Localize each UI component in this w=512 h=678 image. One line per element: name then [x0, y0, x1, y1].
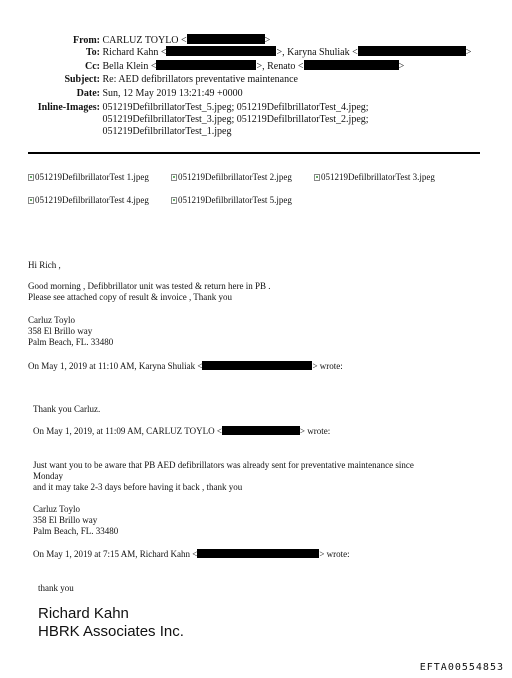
body-line: and it may take 2-3 days before having it back , thank you: [33, 482, 243, 492]
image-filename: 051219DefilbrillatorTest 1.jpeg: [35, 172, 149, 182]
quote-header-text: On May 1, 2019 at 7:15 AM, Richard Kahn <: [33, 549, 198, 559]
document-id: EFTA00554853: [419, 662, 504, 673]
quote-header: [33, 426, 330, 437]
greeting: Hi Rich ,: [28, 260, 61, 270]
redaction-bar: [156, 60, 256, 70]
body-line: Thank you Carluz.: [33, 404, 101, 414]
redaction-bar: [166, 46, 276, 56]
inline-images-row: [28, 102, 369, 138]
signature-name: Carluz Toylo: [33, 504, 80, 514]
inline-images-list: [103, 102, 369, 138]
from-label: From:: [72, 35, 100, 46]
inline-images-label: Inline-Images:: [37, 102, 100, 113]
broken-image-icon: [314, 174, 320, 181]
image-filename: 051219DefilbrillatorTest 3.jpeg: [321, 172, 435, 182]
redaction-bar: [304, 60, 399, 70]
to-value-1: Richard Kahn <: [102, 47, 167, 58]
broken-image-icon: [28, 197, 34, 204]
inline-images-line: 051219DefilbrillatorTest_3.jpeg; 051219DefilbrillatorTest_2.jpeg;: [102, 114, 369, 125]
subject-value: Re: AED defibrillators preventative maintenance: [102, 74, 298, 85]
image-filename: 051219DefilbrillatorTest 5.jpeg: [178, 195, 292, 205]
image-filename: 051219DefilbrillatorTest 4.jpeg: [35, 195, 149, 205]
signature-address: 358 El Brillo way: [28, 326, 93, 336]
inline-image-5[interactable]: [171, 195, 292, 205]
quote-header-end: > wrote:: [299, 426, 331, 436]
subject-row: [28, 74, 298, 86]
to-value-2: >, Karyna Shuliak <: [276, 47, 358, 58]
cc-value-1: Bella Klein <: [102, 61, 157, 72]
signature-address: 358 El Brillo way: [33, 515, 98, 525]
broken-image-icon: [171, 197, 177, 204]
signature-address: Palm Beach, FL. 33480: [33, 526, 119, 536]
inline-image-4[interactable]: [28, 195, 149, 205]
redaction-bar: [187, 34, 265, 44]
redaction-bar: [197, 549, 319, 558]
cc-row: [28, 60, 404, 73]
to-label: To:: [85, 47, 100, 58]
quote-header-end: > wrote:: [312, 361, 343, 371]
inline-image-3[interactable]: [314, 172, 435, 182]
inline-images-line: 051219DefilbrillatorTest_5.jpeg; 051219DefilbrillatorTest_4.jpeg;: [102, 102, 369, 113]
inline-image-1[interactable]: [28, 172, 149, 182]
date-label: Date:: [76, 88, 100, 99]
quote-header-text: On May 1, 2019 at 11:10 AM, Karyna Shuliak <: [28, 361, 203, 371]
inline-image-2[interactable]: [171, 172, 292, 182]
to-row: [28, 46, 471, 59]
subject-label: Subject:: [64, 74, 100, 85]
redaction-bar: [222, 426, 300, 435]
image-filename: 051219DefilbrillatorTest 2.jpeg: [178, 172, 292, 182]
body-line: Please see attached copy of result & invoice , Thank you: [28, 292, 233, 302]
date-value: Sun, 12 May 2019 13:21:49 +0000: [102, 88, 243, 99]
signature-name: Carluz Toylo: [28, 315, 75, 325]
body-line: thank you: [38, 583, 74, 593]
signature-address: Palm Beach, FL. 33480: [28, 337, 114, 347]
header-divider: [28, 152, 480, 154]
cc-end: >: [398, 61, 405, 72]
signature-company: HBRK Associates Inc.: [38, 623, 184, 640]
from-end: >: [264, 35, 271, 46]
body-line: Monday: [33, 471, 63, 481]
body-line: Good morning , Defibbrillator unit was tested & return here in PB .: [28, 281, 271, 291]
inline-images-line: 051219DefilbrillatorTest_1.jpeg: [102, 126, 232, 137]
from-value: CARLUZ TOYLO <: [102, 35, 187, 46]
body-line: Just want you to be aware that PB AED defibrillators was already sent for preventative maintenance since: [33, 460, 414, 470]
signature-name: Richard Kahn: [38, 605, 129, 622]
cc-value-2: >, Renato <: [256, 61, 304, 72]
to-end: >: [465, 47, 472, 58]
cc-label: Cc:: [85, 61, 100, 72]
date-row: [28, 88, 243, 100]
broken-image-icon: [171, 174, 177, 181]
quote-header-text: On May 1, 2019, at 11:09 AM, CARLUZ TOYLO <: [33, 426, 222, 436]
quote-header-end: > wrote:: [319, 549, 350, 559]
redaction-bar: [358, 46, 466, 56]
redaction-bar: [202, 361, 312, 370]
quote-header: [33, 549, 350, 560]
broken-image-icon: [28, 174, 34, 181]
quote-header: [28, 361, 343, 372]
